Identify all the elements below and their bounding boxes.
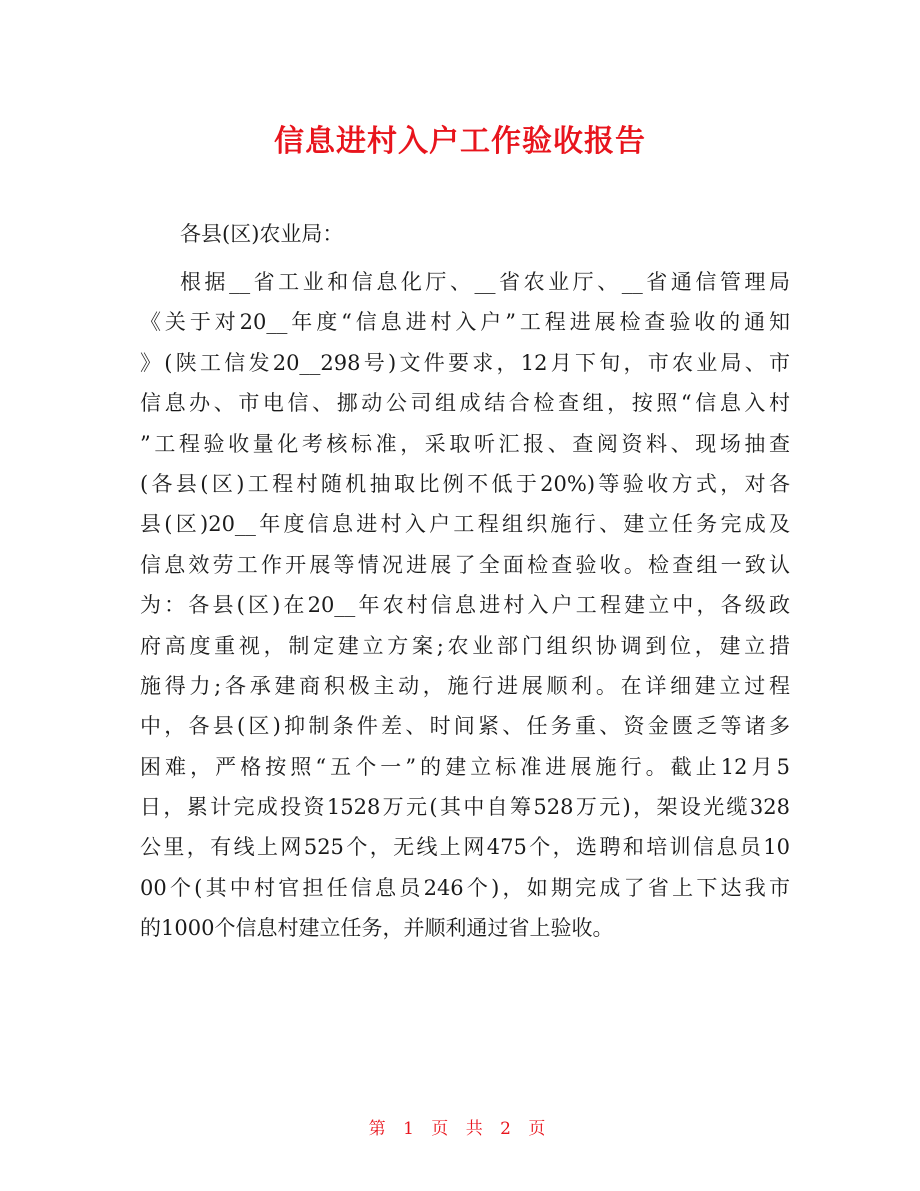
body-line: 根据__省工业和信息化厅、__省农业厅、__省通信管理局: [180, 270, 790, 294]
body-line: 中，各县(区)抑制条件差、时间紧、任务重、资金匮乏等诸多: [140, 714, 790, 739]
body-line: 的1000个信息村建立任务，并顺利通过省上验收。: [140, 916, 614, 941]
body-line: 》(陕工信发20__298号)文件要求，12月下旬，市农业局、市: [140, 350, 790, 375]
salutation: 各县(区)农业局：: [180, 222, 344, 246]
body-line: 信息效劳工作开展等情况进展了全面检查验收。检查组一致认: [140, 552, 790, 577]
body-line: 00个(其中村官担任信息员246个)，如期完成了省上下达我市: [140, 875, 790, 900]
body-line: 为：各县(区)在20__年农村信息进村入户工程建立中，各级政: [140, 593, 790, 618]
body-line: ”工程验收量化考核标准，采取听汇报、查阅资料、现场抽查: [140, 431, 790, 456]
page-number-footer: 第 1 页 共 2 页: [368, 1119, 552, 1139]
body-line: 府高度重视，制定建立方案;农业部门组织协调到位，建立措: [140, 633, 790, 658]
body-line: 施得力;各承建商积极主动，施行进展顺利。在详细建立过程: [140, 673, 790, 698]
body-line: 信息办、市电信、挪动公司组成结合检查组，按照“信息入村: [140, 391, 790, 416]
body-line: 日，累计完成投资1528万元(其中自筹528万元)，架设光缆328: [140, 795, 790, 820]
body-line: 困难，严格按照“五个一”的建立标准进展施行。截止12月5: [140, 754, 790, 779]
body-line: (各县(区)工程村随机抽取比例不低于20%)等验收方式，对各: [140, 471, 790, 496]
body-line: 县(区)20__年度信息进村入户工程组织施行、建立任务完成及: [140, 512, 790, 537]
document-title: 信息进村入户工作验收报告: [274, 124, 646, 159]
body-paragraph: [140, 262, 790, 949]
body-line: 公里，有线上网525个，无线上网475个，选聘和培训信息员10: [140, 835, 790, 860]
body-line: 《关于对20__年度“信息进村入户”工程进展检查验收的通知: [140, 310, 790, 335]
